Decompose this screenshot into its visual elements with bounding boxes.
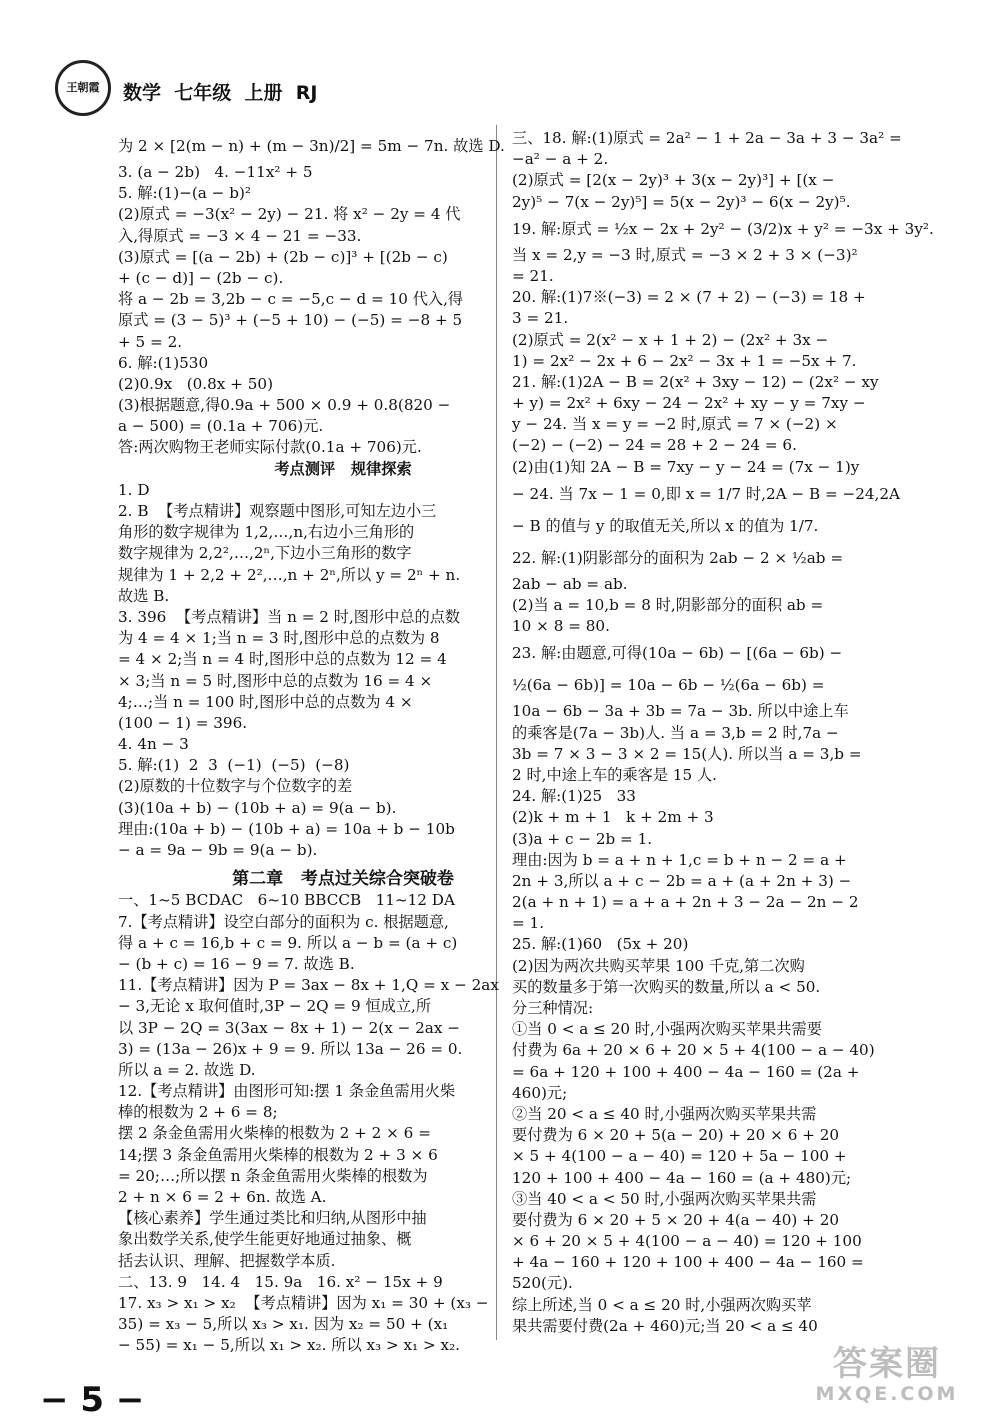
text-line: (3)(10a + b) − (10b + a) = 9(a − b). — [118, 798, 397, 817]
text-line: ½(6a − 6b)] = 10a − 6b − ½(6a − 6b) = — [512, 676, 825, 695]
text-line: 2y)⁵ − 7(x − 2y)⁵] = 5(x − 2y)³ − 6(x − 2y)⁵. — [512, 192, 851, 211]
page-number-value: 5 — [80, 1380, 104, 1420]
text-line: 4. 4n − 3 — [118, 735, 189, 754]
text-line: a − 500) = (0.1a + 706)元. — [118, 417, 324, 436]
text-line: 理由:(10a + b) − (10b + a) = 10a + b − 10b — [118, 819, 455, 838]
text-line: 24. 解:(1)25 33 — [512, 787, 636, 806]
text-line: 21. 解:(1)2A − B = 2(x² + 3xy − 12) − (2x² − xy — [512, 372, 879, 391]
text-line: 入,得原式 = −3 × 4 − 21 = −33. — [118, 226, 362, 245]
text-line: (2)原式 = 2(x² − x + 1 + 2) − (2x² + 3x − — [512, 330, 829, 349]
text-line: 17. x₃ > x₁ > x₂ 【考点精讲】因为 x₁ = 30 + (x₃ − — [118, 1293, 489, 1312]
text-line: − B 的值与 y 的取值无关,所以 x 的值为 1/7. — [512, 516, 819, 535]
text-line: 4;…;当 n = 100 时,图形中总的点数为 4 × — [118, 692, 413, 711]
text-line: 理由:因为 b = a + n + 1,c = b + n − 2 = a + — [512, 850, 847, 869]
page-number — [40, 1380, 144, 1420]
text-line: 三、18. 解:(1)原式 = 2a² − 1 + 2a − 3a + 3 − 3a² = — [512, 129, 902, 147]
text-line: + 4a − 160 + 120 + 100 + 400 − 4a − 160 = — [512, 1253, 864, 1272]
text-line: + y) = 2x² + 6xy − 24 − 2x² + xy − y = 7xy − — [512, 394, 866, 413]
text-line: (2)因为两次共购买苹果 100 千克,第二次购 — [512, 956, 805, 975]
text-line: (2)原式 = [2(x − 2y)³ + 3(x − 2y)³] + [(x − — [512, 171, 835, 190]
watermark-url: MXQE.COM — [815, 1383, 959, 1405]
text-line: (3)a + c − 2b = 1. — [512, 829, 653, 848]
text-line: 【核心素养】学生通过类比和归纳,从图形中抽 — [118, 1209, 427, 1228]
text-line: = 6a + 120 + 100 + 400 − 4a − 160 = (2a + — [512, 1062, 860, 1081]
text-line: + 5 = 2. — [118, 332, 183, 351]
text-line: 分三种情况: — [512, 999, 594, 1017]
text-line: (−2) − (−2) − 24 = 28 + 2 − 24 = 6. — [512, 436, 797, 455]
text-line: (2)当 a = 10,b = 8 时,阴影部分的面积 ab = — [512, 596, 824, 614]
text-line: 要付费为 6 × 20 + 5 × 20 + 4(a − 40) + 20 — [512, 1210, 840, 1229]
watermark — [802, 1345, 972, 1407]
text-line: 所以 a = 2. 故选 D. — [118, 1060, 256, 1079]
text-line: 2n + 3,所以 a + c − 2b = a + (a + 2n + 3) − — [512, 871, 852, 890]
text-line: (2)k + m + 1 k + 2m + 3 — [512, 808, 714, 827]
right-column — [512, 128, 958, 1337]
text-line: − 3,无论 x 取何值时,3P − 2Q = 9 恒成立,所 — [118, 997, 432, 1016]
text-line: 为 4 = 4 × 1;当 n = 3 时,图形中总的点数为 8 — [118, 629, 440, 648]
text-line: 为 2 × [2(m − n) + (m − 3n)/2] = 5m − 7n. 故选 D. — [118, 137, 505, 155]
text-line: 数字规律为 2,2²,…,2ⁿ,下边小三角形的数字 — [118, 544, 412, 563]
text-line: 12.【考点精讲】由图形可知:摆 1 条金鱼需用火柴 — [118, 1082, 456, 1101]
text-line: 22. 解:(1)阴影部分的面积为 2ab − 2 × ½ab = — [512, 548, 844, 567]
text-line: 5. 解:(1)−(a − b)² — [118, 184, 251, 203]
text-line: 1. D — [118, 480, 150, 499]
text-line: 摆 2 条金鱼需用火柴棒的根数为 2 + 2 × 6 = — [118, 1124, 431, 1143]
book-title: 数学 七年级 上册 RJ — [123, 82, 318, 104]
page-number-dash: − — [104, 1380, 145, 1420]
text-line: 25. 解:(1)60 (5x + 20) — [512, 935, 689, 954]
text-line: 括去认识、理解、把握数学本质. — [118, 1251, 336, 1270]
text-line: 原式 = (3 − 5)³ + (−5 + 10) − (−5) = −8 + 5 — [118, 311, 463, 330]
text-line: 规律为 1 + 2,2 + 2²,…,n + 2ⁿ,所以 y = 2ⁿ + n. — [118, 565, 461, 584]
text-line: 35) = x₃ − 5,所以 x₃ > x₁. 因为 x₂ = 50 + (x₁ — [118, 1315, 449, 1334]
text-line: (2)由(1)知 2A − B = 7xy − y − 24 = (7x − 1)y — [512, 457, 860, 476]
text-line: ③当 40 < a < 50 时,小强两次购买苹果共需 — [512, 1189, 817, 1208]
watermark-title: 答案圈 — [833, 1344, 941, 1384]
text-line: 象出数学关系,使学生能更好地通过抽象、概 — [118, 1230, 412, 1249]
text-line: 以 3P − 2Q = 3(3ax − 8x + 1) − 2(x − 2ax − — [118, 1018, 460, 1037]
text-line: 10a − 6b − 3a + 3b = 7a − 3b. 所以中途上车 — [512, 702, 849, 721]
text-line: × 6 + 20 × 5 + 4(100 − a − 40) = 120 + 100 — [512, 1232, 862, 1251]
text-line: (2)原式 = −3(x² − 2y) − 21. 将 x² − 2y = 4 代 — [118, 205, 461, 224]
text-line: = 4 × 2;当 n = 4 时,图形中总的点数为 12 = 4 — [118, 650, 447, 669]
text-line: 11.【考点精讲】因为 P = 3ax − 8x + 1,Q = x − 2ax — [118, 976, 499, 995]
text-line: 要付费为 6 × 20 + 5(a − 20) + 20 × 6 + 20 — [512, 1126, 840, 1145]
text-line: 2 + n × 6 = 2 + 6n. 故选 A. — [118, 1188, 327, 1206]
text-line: −a² − a + 2. — [512, 150, 609, 169]
page-number-dash: − — [40, 1380, 81, 1420]
text-line: 7.【考点精讲】设空白部分的面积为 c. 根据题意, — [118, 912, 449, 931]
text-line: 付费为 6a + 20 × 6 + 20 × 5 + 4(100 − a − 40) — [512, 1041, 875, 1060]
text-line: 一、1~5 BCDAC 6~10 BBCCB 11~12 DA — [118, 891, 455, 910]
text-line: 20. 解:(1)7※(−3) = 2 × (7 + 2) − (−3) = 18 + — [512, 288, 866, 307]
text-line: 3) = (13a − 26)x + 9 = 9. 所以 13a − 26 = 0. — [118, 1039, 463, 1058]
text-line: 1) = 2x² − 2x + 6 − 2x² − 3x + 1 = −5x + 7. — [512, 351, 857, 370]
text-line: 2. B 【考点精讲】观察题中图形,可知左边小三 — [118, 502, 437, 520]
text-line: ②当 20 < a ≤ 40 时,小强两次购买苹果共需 — [512, 1104, 817, 1123]
text-line: 综上所述,当 0 < a ≤ 20 时,小强两次购买苹 — [512, 1295, 812, 1314]
text-line: 买的数量多于第一次购买的数量,所以 a < 50. — [512, 977, 821, 996]
text-line: (3)根据题意,得0.9a + 500 × 0.9 + 0.8(820 − — [118, 396, 451, 415]
page-header — [55, 60, 555, 120]
text-line: 故选 B. — [118, 586, 170, 605]
text-line: 角形的数字规律为 1,2,…,n,右边小三角形的 — [118, 523, 415, 542]
text-line: 二、13. 9 14. 4 15. 9a 16. x² − 15x + 9 — [118, 1272, 443, 1291]
text-line: − a = 9a − 9b = 9(a − b). — [118, 841, 318, 859]
text-line: 得 a + c = 16,b + c = 9. 所以 a − b = (a + c) — [118, 933, 458, 952]
text-line: 第二章 考点过关综合突破卷 — [232, 869, 454, 890]
text-line: 将 a − 2b = 3,2b − c = −5,c − d = 10 代入,得 — [118, 290, 464, 309]
text-line: 14;摆 3 条金鱼需用火柴棒的根数为 2 + 3 × 6 — [118, 1145, 438, 1164]
text-line: − 55) = x₁ − 5,所以 x₁ > x₂. 所以 x₃ > x₁ > x₂. — [118, 1336, 461, 1355]
text-line: 棒的根数为 2 + 6 = 8; — [118, 1103, 278, 1122]
text-line: 3 = 21. — [512, 309, 569, 328]
text-line: 3b = 7 × 3 − 3 × 2 = 15(人). 所以当 a = 3,b = — [512, 744, 862, 763]
text-line: + (c − d)] − (2b − c). — [118, 268, 284, 287]
text-line: 考点测评 规律探索 — [274, 459, 412, 478]
text-line: 19. 解:原式 = ½x − 2x + 2y² − (3/2)x + y² = −3x + 3y². — [512, 219, 934, 238]
text-line: 当 x = 2,y = −3 时,原式 = −3 × 2 + 3 × (−3)² — [512, 245, 858, 264]
text-line: 520(元). — [512, 1274, 573, 1293]
text-line: 3. 396 【考点精讲】当 n = 2 时,图形中总的点数 — [118, 607, 461, 626]
text-line: 2 时,中途上车的乘客是 15 人. — [512, 765, 718, 784]
text-line: y − 24. 当 x = y = −2 时,原式 = 7 × (−2) × — [512, 415, 838, 434]
text-line: 的乘客是(7a − 3b)人. 当 a = 3,b = 2 时,7a − — [512, 723, 839, 742]
text-line: (2)0.9x (0.8x + 50) — [118, 374, 273, 393]
text-line: 答:两次购物王老师实际付款(0.1a + 706)元. — [118, 438, 422, 457]
text-line: 3. (a − 2b) 4. −11x² + 5 — [118, 163, 313, 181]
text-line: (3)原式 = [(a − 2b) + (2b − c)]³ + [(2b − c) — [118, 247, 448, 266]
text-line: × 3;当 n = 5 时,图形中总的点数为 16 = 4 × — [118, 671, 433, 690]
text-line: 23. 解:由题意,可得(10a − 6b) − [(6a − 6b) − — [512, 644, 843, 663]
text-line: 5. 解:(1) 2 3 (−1) (−5) (−8) — [118, 756, 350, 775]
text-line: 120 + 100 + 400 − 4a − 160 = (a + 480)元; — [512, 1168, 852, 1187]
text-line: 2ab − ab = ab. — [512, 574, 628, 593]
text-line: × 5 + 4(100 − a − 40) = 120 + 5a − 100 + — [512, 1147, 847, 1166]
text-line: = 20;…;所以摆 n 条金鱼需用火柴棒的根数为 — [118, 1166, 428, 1185]
text-line: (100 − 1) = 396. — [118, 713, 248, 732]
text-line: = 1. — [512, 914, 545, 933]
left-column — [118, 130, 568, 1357]
text-line: = 21. — [512, 266, 554, 285]
text-line: ①当 0 < a ≤ 20 时,小强两次购买苹果共需要 — [512, 1020, 822, 1039]
text-line: 6. 解:(1)530 — [118, 353, 209, 372]
publisher-logo — [55, 60, 111, 116]
text-line: 果共需要付费(2a + 460)元;当 20 < a ≤ 40 — [512, 1316, 818, 1335]
text-line: 460)元; — [512, 1083, 568, 1102]
text-line: 2(a + n + 1) = a + a + 2n + 3 − 2a − 2n − 2 — [512, 893, 859, 912]
text-line: (2)原数的十位数字与个位数字的差 — [118, 777, 353, 796]
text-line: − 24. 当 7x − 1 = 0,即 x = 1/7 时,2A − B = −24,2A — [512, 484, 901, 503]
text-line: − (b + c) = 16 − 9 = 7. 故选 B. — [118, 954, 355, 973]
text-line: 10 × 8 = 80. — [512, 617, 610, 636]
logo-text: 王朝霞 — [66, 81, 100, 94]
